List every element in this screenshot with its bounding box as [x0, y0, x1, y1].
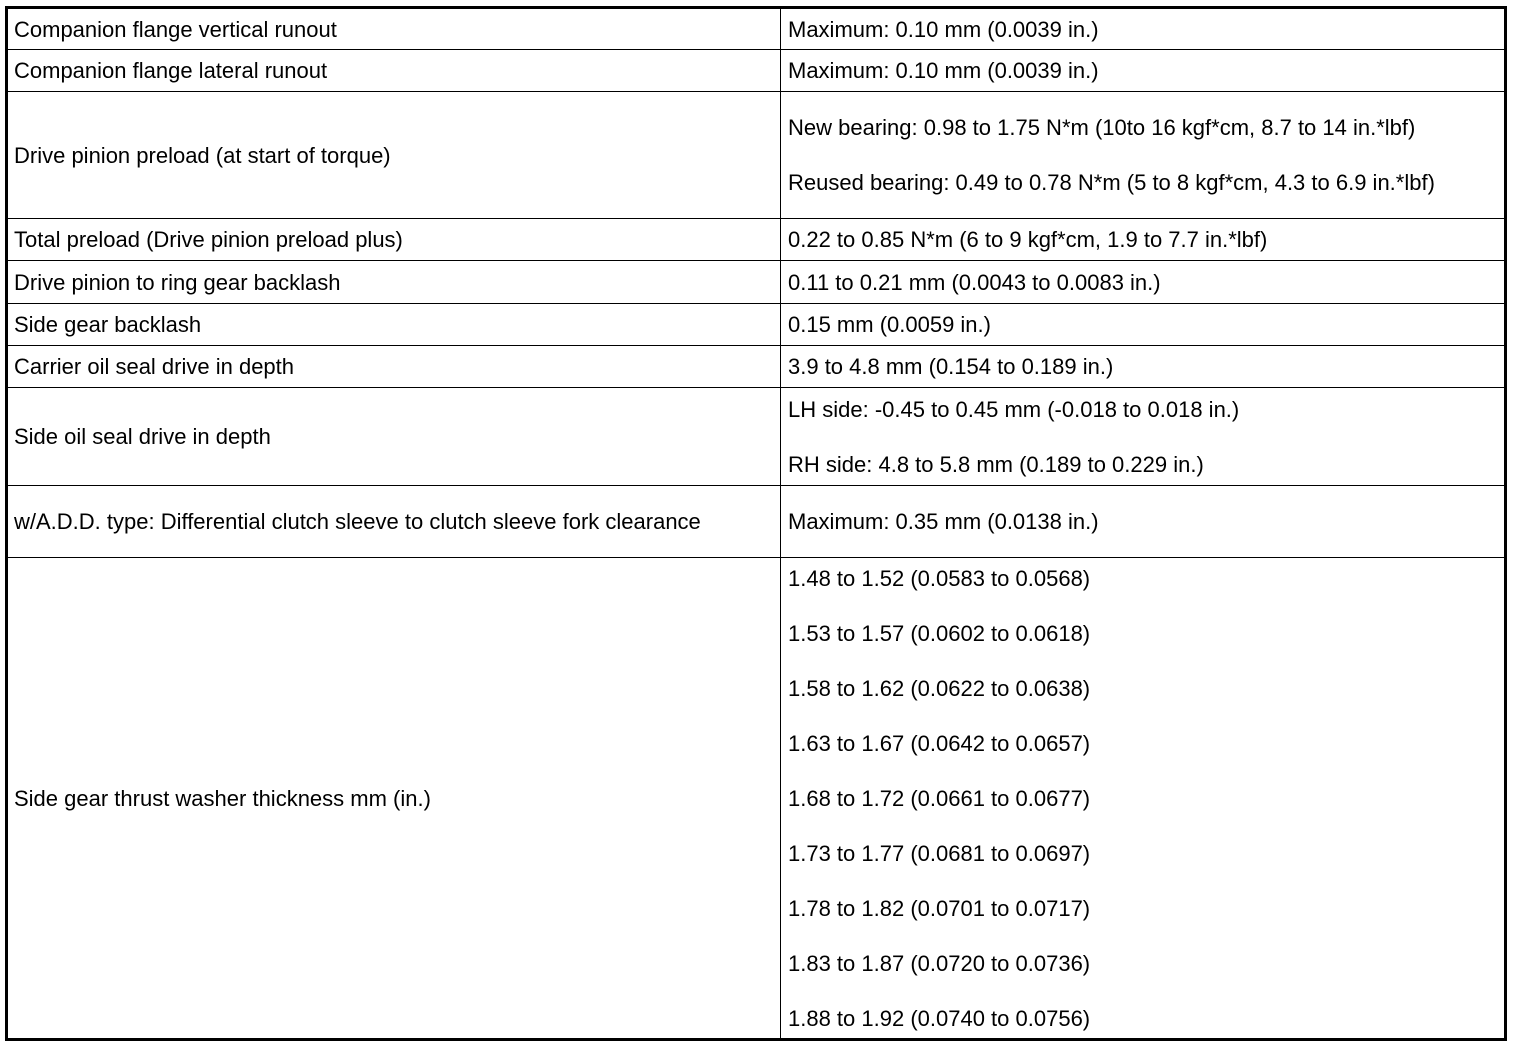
table-row [7, 388, 1506, 486]
value-line: 0.11 to 0.21 mm (0.0043 to 0.0083 in.) [788, 269, 1161, 295]
row-value [781, 346, 1506, 388]
row-value [781, 558, 1506, 1040]
row-label: Drive pinion to ring gear backlash [7, 261, 781, 304]
row-label: Carrier oil seal drive in depth [7, 346, 781, 388]
value-line: 1.63 to 1.67 (0.0642 to 0.0657) [788, 730, 1091, 756]
value-line: 0.15 mm (0.0059 in.) [788, 312, 991, 337]
row-label: Side oil seal drive in depth [7, 388, 781, 486]
row-label: Side gear thrust washer thickness mm (in.) [7, 558, 781, 1040]
value-line: New bearing: 0.98 to 1.75 N*m (10to 16 kgf*cm, 8.7 to 14 in.*lbf) [788, 115, 1416, 140]
value-line: 1.83 to 1.87 (0.0720 to 0.0736) [788, 950, 1091, 976]
table-row [7, 92, 1506, 219]
value-line: 1.53 to 1.57 (0.0602 to 0.0618) [788, 620, 1091, 646]
row-value [781, 304, 1506, 346]
value-line: Maximum: 0.10 mm (0.0039 in.) [788, 16, 1099, 42]
value-line: 1.78 to 1.82 (0.0701 to 0.0717) [788, 895, 1091, 921]
row-value [781, 8, 1506, 50]
row-value [781, 92, 1506, 219]
value-line: Maximum: 0.10 mm (0.0039 in.) [788, 58, 1099, 83]
row-label: Companion flange vertical runout [7, 8, 781, 50]
row-label: Side gear backlash [7, 304, 781, 346]
table-row [7, 50, 1506, 92]
table-row [7, 558, 1506, 1040]
table-row [7, 346, 1506, 388]
value-line: LH side: -0.45 to 0.45 mm (-0.018 to 0.018 in.) [788, 396, 1240, 422]
value-line: 0.22 to 0.85 N*m (6 to 9 kgf*cm, 1.9 to 7.7 in.*lbf) [788, 227, 1268, 252]
row-value [781, 50, 1506, 92]
value-line: 1.68 to 1.72 (0.0661 to 0.0677) [788, 785, 1091, 811]
row-value [781, 388, 1506, 486]
row-value [781, 261, 1506, 304]
table-row [7, 219, 1506, 261]
row-label: Total preload (Drive pinion preload plus) [7, 219, 781, 261]
row-label: Companion flange lateral runout [7, 50, 781, 92]
value-line: RH side: 4.8 to 5.8 mm (0.189 to 0.229 in.) [788, 451, 1204, 477]
specifications-table [5, 6, 1507, 1041]
row-label: Drive pinion preload (at start of torque) [7, 92, 781, 219]
value-line: 1.58 to 1.62 (0.0622 to 0.0638) [788, 675, 1091, 701]
value-line: 3.9 to 4.8 mm (0.154 to 0.189 in.) [788, 354, 1114, 379]
value-line: 1.88 to 1.92 (0.0740 to 0.0756) [788, 1005, 1091, 1031]
value-line: Maximum: 0.35 mm (0.0138 in.) [788, 509, 1099, 534]
value-line: 1.73 to 1.77 (0.0681 to 0.0697) [788, 840, 1091, 866]
table-row [7, 486, 1506, 558]
value-line: Reused bearing: 0.49 to 0.78 N*m (5 to 8 kgf*cm, 4.3 to 6.9 in.*lbf) [788, 170, 1435, 195]
table-row [7, 304, 1506, 346]
row-label: w/A.D.D. type: Differential clutch sleeve to clutch sleeve fork clearance [7, 486, 781, 558]
table-row [7, 261, 1506, 304]
row-value [781, 486, 1506, 558]
table-row [7, 8, 1506, 50]
row-value [781, 219, 1506, 261]
value-line: 1.48 to 1.52 (0.0583 to 0.0568) [788, 565, 1091, 591]
